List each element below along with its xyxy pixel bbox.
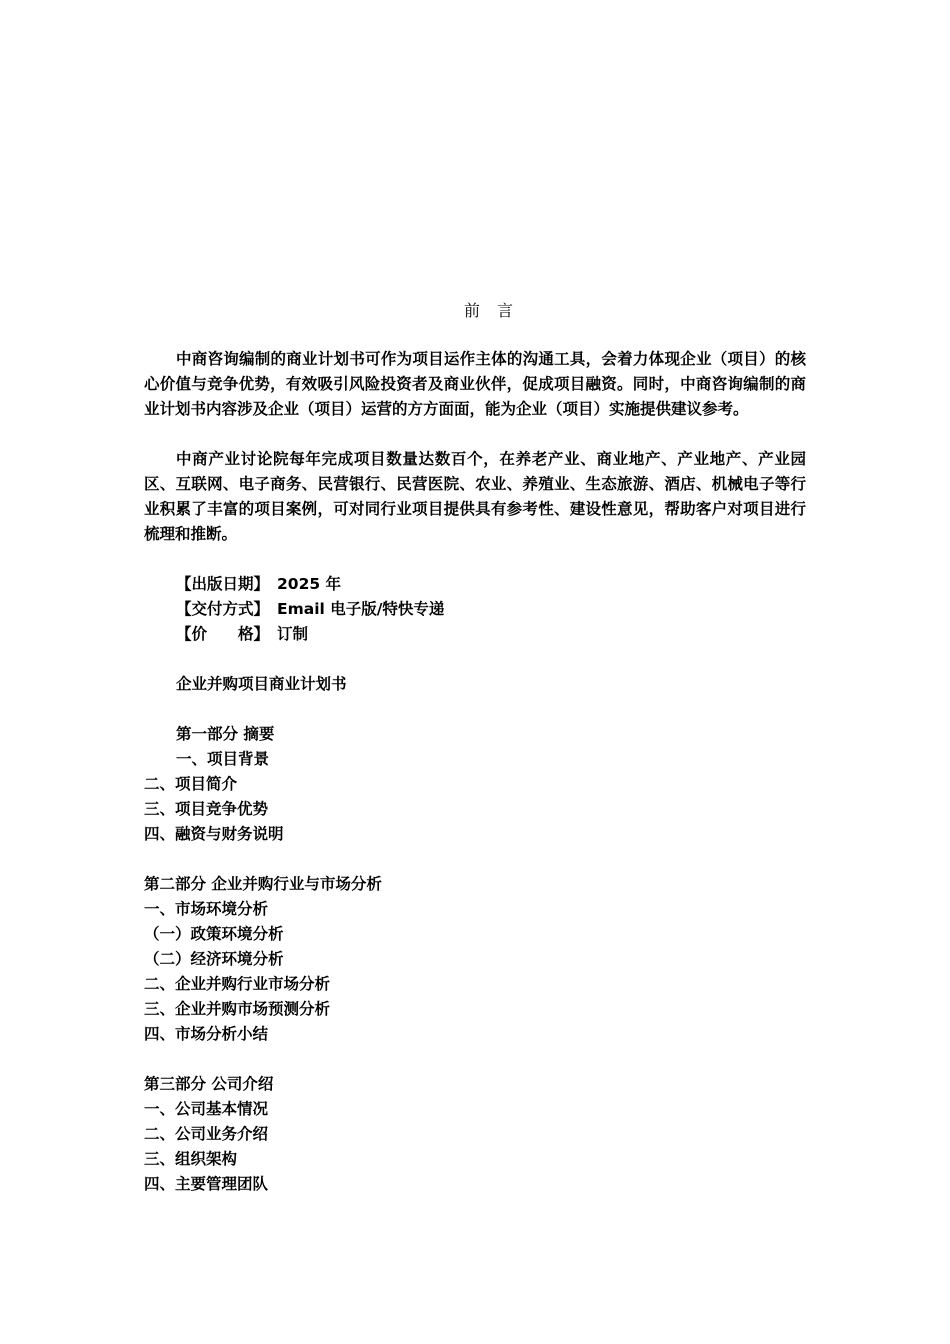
- preface-title: 前 言: [463, 301, 520, 320]
- toc-item: 二、项目简介: [144, 775, 238, 793]
- preface-paragraph-2: 中商产业讨论院每年完成项目数量达数百个，在养老产业、商业地产、产业地产、产业园区、互联网、电子商务、民营银行、民营医院、农业、养殖业、生态旅游、酒店、机械电子等行业积累了丰富的项目案例，可对同行业项目提供具有参考性、建设性意见，帮助客户对项目进行梳理和推断。: [144, 450, 806, 543]
- toc-item: 四、主要管理团队: [144, 1175, 269, 1193]
- spacer: [144, 422, 806, 447]
- toc-item: 一、项目背景: [176, 750, 270, 768]
- toc-item: （一）政策环境分析: [144, 925, 284, 943]
- toc-item: 三、项目竞争优势: [144, 800, 269, 818]
- toc-item: 二、公司业务介绍: [144, 1125, 269, 1143]
- preface-paragraph-1: 中商咨询编制的商业计划书可作为项目运作主体的沟通工具，会着力体现企业（项目）的核心价值与竞争优势，有效吸引风险投资者及商业伙伴，促成项目融资。同时，中商咨询编制的商业计划书内容涉及企业（项目）运营的方方面面，能为企业（项目）实施提供建议参考。: [144, 350, 806, 418]
- toc-item: 二、企业并购行业市场分析: [144, 975, 331, 993]
- toc-item: 三、企业并购市场预测分析: [144, 1000, 331, 1018]
- spacer: [144, 547, 806, 572]
- toc-item: 一、公司基本情况: [144, 1100, 269, 1118]
- meta-delivery: [144, 597, 806, 622]
- meta-value: Email 电子版/特快专递: [277, 600, 445, 618]
- toc-part1-heading: 第一部分 摘要: [176, 725, 275, 743]
- spacer: [144, 847, 806, 872]
- toc-item: 一、市场环境分析: [144, 900, 269, 918]
- report-title: 企业并购项目商业计划书: [176, 675, 347, 693]
- meta-label: 【价 格】: [176, 625, 270, 643]
- spacer: [144, 1047, 806, 1072]
- toc-item: （二）经济环境分析: [144, 950, 284, 968]
- document-body: [144, 347, 806, 1197]
- toc-item: 四、融资与财务说明: [144, 825, 284, 843]
- toc-part2-heading: 第二部分 企业并购行业与市场分析: [144, 875, 382, 893]
- meta-label: 【出版日期】: [176, 575, 270, 593]
- meta-label: 【交付方式】: [176, 600, 270, 618]
- toc-item: 四、市场分析小结: [144, 1025, 269, 1043]
- spacer: [144, 697, 806, 722]
- meta-value: 订制: [277, 625, 309, 643]
- toc-part3-heading: 第三部分 公司介绍: [144, 1075, 274, 1093]
- meta-publish-date: [144, 572, 806, 597]
- toc-item: 三、组织架构: [144, 1150, 238, 1168]
- meta-price: [144, 622, 806, 647]
- spacer: [144, 647, 806, 672]
- meta-value: 2025 年: [277, 575, 342, 593]
